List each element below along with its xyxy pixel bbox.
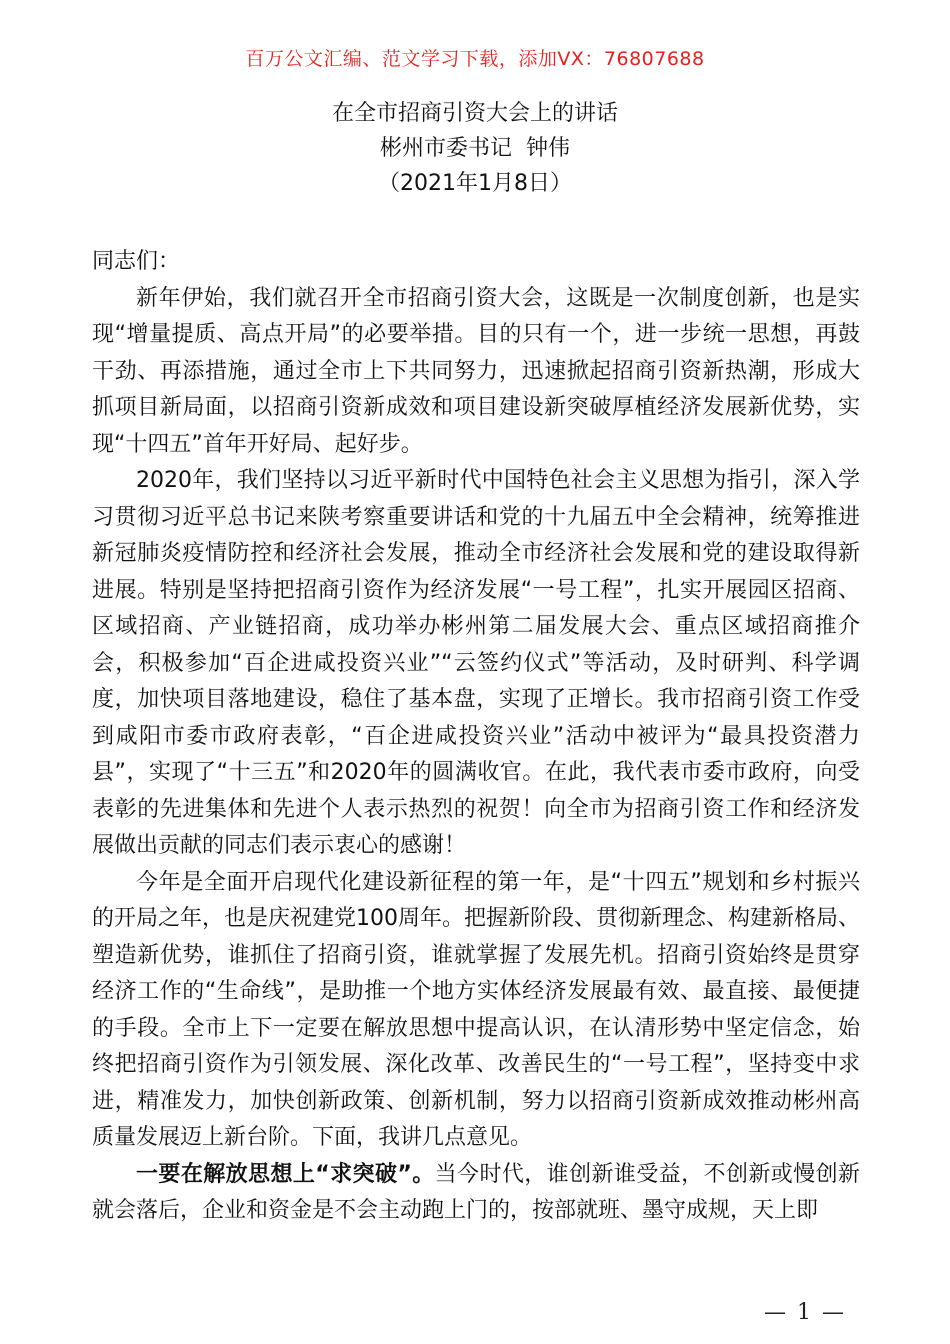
- paragraph-4-text: 当今时代，谁创新谁受益，不创新或慢创新就会落后，企业和资金是不会主动跑上门的，按部就班、墨守成规，天上即: [92, 1161, 860, 1223]
- title-block: [0, 96, 950, 201]
- header-notice: 百万公文汇编、范文学习下载，添加VX：76807688: [245, 48, 705, 70]
- salutation: 同志们：: [92, 249, 181, 274]
- paragraph-3: 今年是全面开启现代化建设新征程的第一年，是“十四五”规划和乡村振兴的开局之年，也是庆祝建党100周年。把握新阶段、贯彻新理念、构建新格局、塑造新优势，谁抓住了招商引资，谁就掌握了发展先机。招商引资始终是贯穿经济工作的“生命线”，是助推一个地方实体经济发展最有效、最直接、最便捷的手段。全市上下一定要在解放思想中提高认识，在认清形势中坚定信念，始终把招商引资作为引领发展、深化改革、改善民生的“一号工程”，坚持变中求进，精准发力，加快创新政策、创新机制，努力以招商引资新成效推动彬州高质量发展迈上新台阶。下面，我讲几点意见。: [92, 869, 860, 1150]
- paragraph-4: [92, 1157, 860, 1230]
- paragraph-2: 2020年，我们坚持以习近平新时代中国特色社会主义思想为指引，深入学习贯彻习近平总书记来陕考察重要讲话和党的十九届五中全会精神，统筹推进新冠肺炎疫情防控和经济社会发展，推动全市经济社会发展和党的建设取得新进展。特别是坚持把招商引资作为经济发展“一号工程”，扎实开展园区招商、区域招商、产业链招商，成功举办彬州第二届发展大会、重点区域招商推介会，积极参加“百企进咸投资兴业”“云签约仪式”等活动，及时研判、科学调度，加快项目落地建设，稳住了基本盘，实现了正增长。我市招商引资工作受到咸阳市委市政府表彰，“百企进咸投资兴业”活动中被评为“最具投资潜力县”，实现了“十三五”和2020年的圆满收官。在此，我代表市委市政府，向受表彰的先进集体和先进个人表示热烈的祝贺！向全市为招商引资工作和经济发展做出贡献的同志们表示衷心的感谢！: [92, 468, 860, 858]
- document-body: [92, 244, 860, 1230]
- speech-title: 在全市招商引资大会上的讲话: [331, 101, 618, 126]
- speech-date: （2021年1月8日）: [378, 171, 572, 196]
- paragraph-1: 新年伊始，我们就召开全市招商引资大会，这既是一次制度创新，也是实现“增量提质、高点开局”的必要举措。目的只有一个，进一步统一思想，再鼓干劲、再添措施，通过全市上下共同努力，迅速掀起招商引资新热潮，形成大抓项目新局面，以招商引资新成效和项目建设新突破厚植经济发展新优势，实现“十四五”首年开好局、起好步。: [92, 285, 860, 457]
- speaker-line: 彬州市委书记 钟伟: [380, 136, 570, 161]
- paragraph-4-heading: 一要在解放思想上“求突破”。: [136, 1161, 435, 1187]
- page-number: — 1 —: [764, 1300, 846, 1325]
